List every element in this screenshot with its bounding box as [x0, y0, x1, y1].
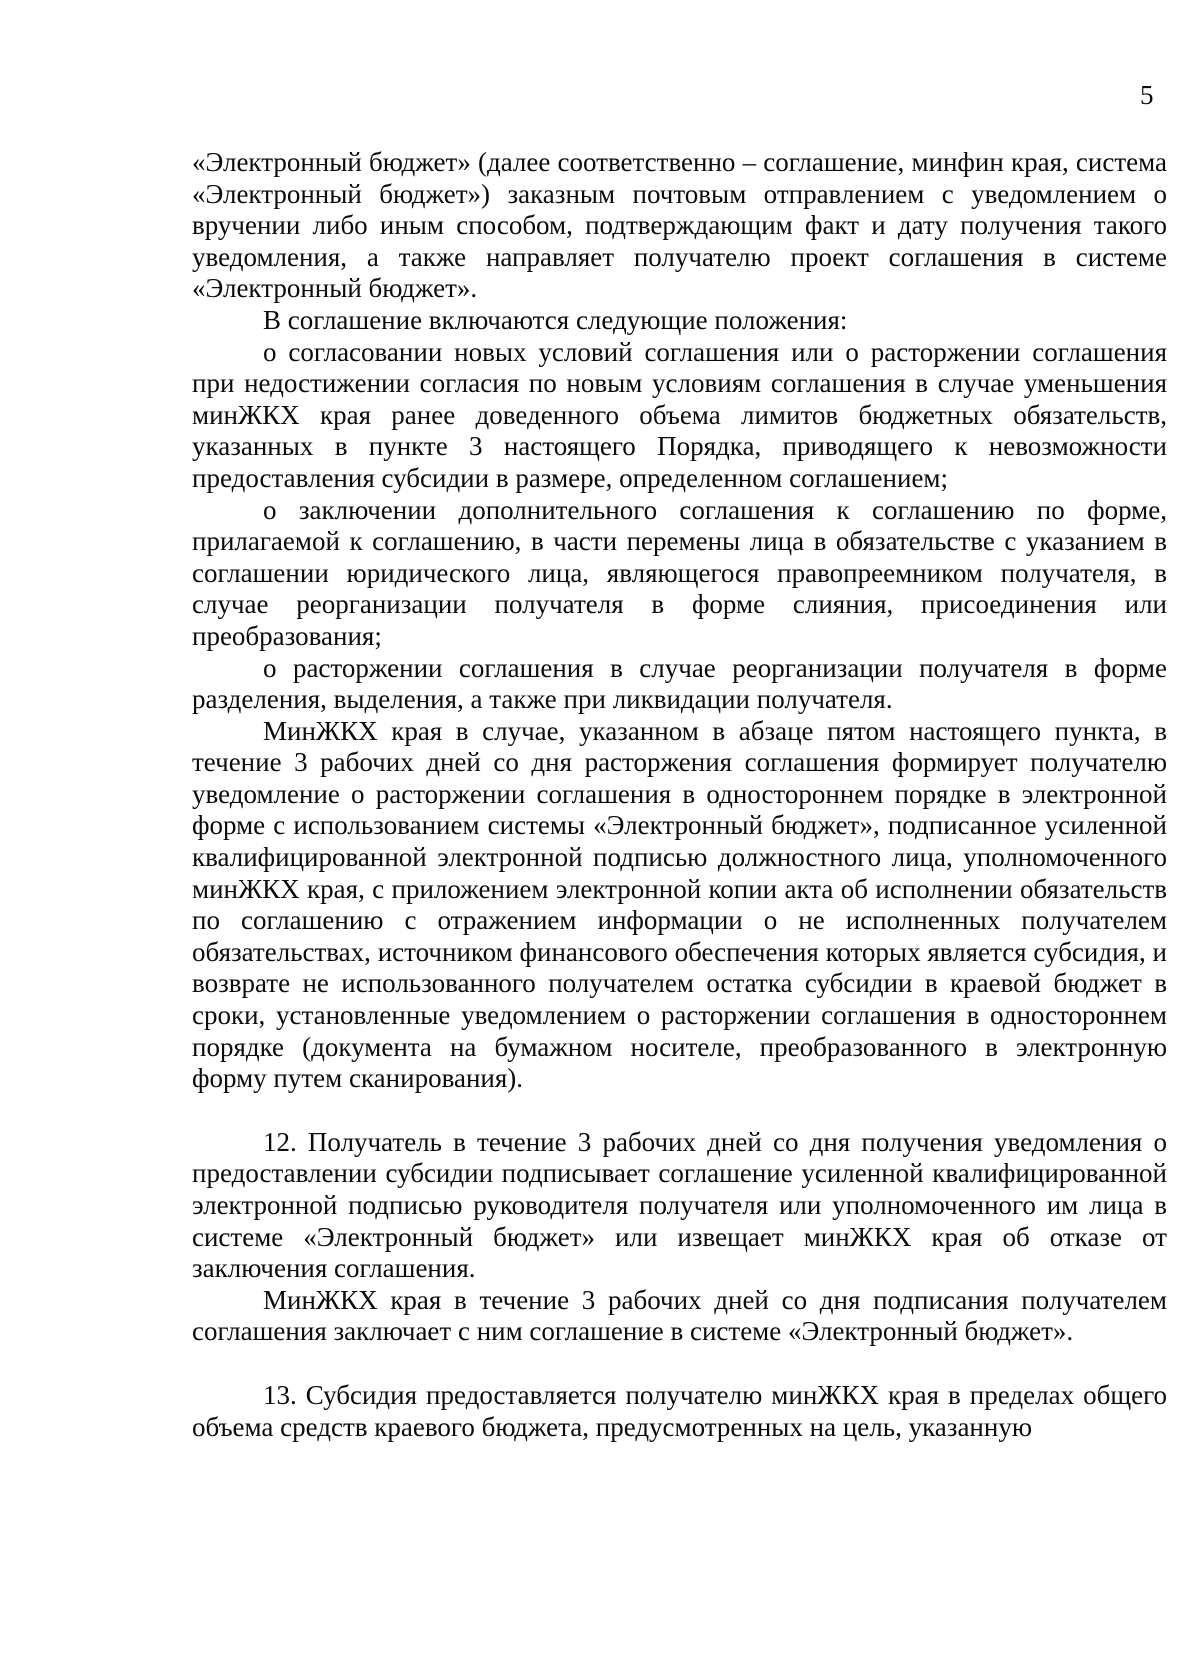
paragraph-agreement-provisions: В соглашение включаются следующие положения: — [263, 304, 848, 335]
paragraph-item-13: 13. Субсидия предоставляется получателю минЖКХ края в пределах общего объема средств краевого бюджета, предусмотренных на цель, указанную — [192, 1379, 1167, 1442]
paragraph-continuation: «Электронный бюджет» (далее соответственно – соглашение, минфин края, система «Электронный бюджет») заказным почтовым отправлением с уведомлением о вручении либо иным способом, подтверждающим факт и дату получения такого уведомления, а также направляет получателю проект соглашения в системе «Электронный бюджет». — [192, 147, 1167, 304]
page-number: 5 — [1140, 80, 1154, 110]
paragraph-new-conditions: о согласовании новых условий соглашения или о расторжении соглашения при недостижении согласия по новым условиям соглашения в случае уменьшения минЖКХ края ранее доведенного объема лимитов бюджетных обязательств, указанных в пункте 3 настоящего Порядка, приводящего к невозможности предоставления субсидии в размере, определенном соглашением; — [192, 336, 1167, 493]
paragraph-item-12: 12. Получатель в течение 3 рабочих дней со дня получения уведомления о предоставлении субсидии подписывает соглашение усиленной квалифицированной электронной подписью руководителя получателя или уполномоченного им лица в системе «Электронный бюджет» или извещает минЖКХ края об отказе от заключения соглашения. — [192, 1126, 1167, 1284]
paragraph-termination-reorganization: о расторжении соглашения в случае реорганизации получателя в форме разделения, выделения, а также при ликвидации получателя. — [192, 652, 1167, 715]
paragraph-termination-notice: МинЖКХ края в случае, указанном в абзаце пятом настоящего пункта, в течение 3 рабочих дней со дня расторжения соглашения формирует получателю уведомление о расторжении соглашения в одностороннем порядке в электронной форме с использованием системы «Электронный бюджет», подписанное усиленной квалифицированной электронной подписью должностного лица, уполномоченного минЖКХ края, с приложением электронной копии акта об исполнении обязательств по соглашению с отражением информации о не исполненных получателем обязательствах, источником финансового обеспечения которых является субсидия, и возврате не использованного получателем остатка субсидии в краевой бюджет в сроки, установленные уведомлением о расторжении соглашения в одностороннем порядке (документа на бумажном носителе, преобразованного в электронную форму путем сканирования). — [192, 715, 1167, 1094]
document-body — [192, 147, 1167, 1443]
paragraph-item-12-conclusion: МинЖКХ края в течение 3 рабочих дней со дня подписания получателем соглашения заключает с ним соглашение в системе «Электронный бюджет». — [192, 1284, 1167, 1347]
paragraph-additional-agreement: о заключении дополнительного соглашения к соглашению по форме, прилагаемой к соглашению, в части перемены лица в обязательстве с указанием в соглашении юридического лица, являющегося правопреемником получателя, в случае реорганизации получателя в форме слияния, присоединения или преобразования; — [192, 494, 1167, 651]
